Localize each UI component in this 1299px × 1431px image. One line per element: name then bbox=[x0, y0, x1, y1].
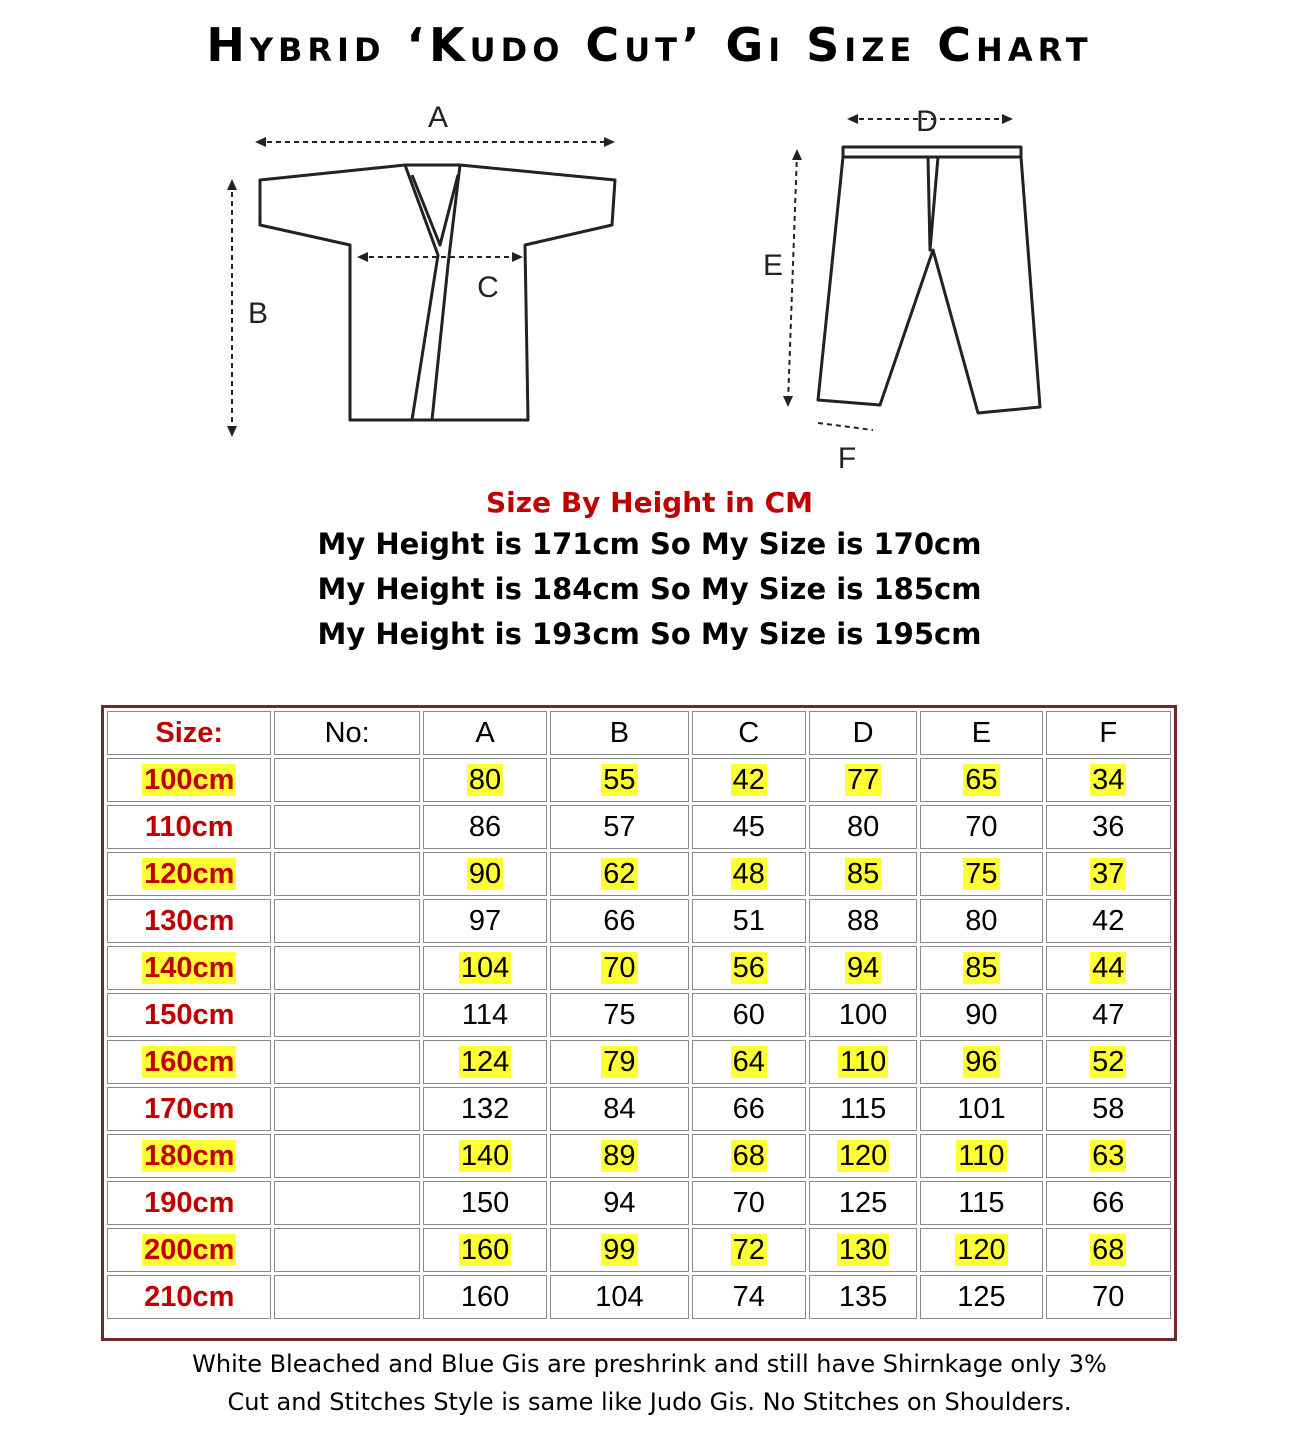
cell-value: 62 bbox=[603, 857, 636, 890]
cell-value: 160 bbox=[460, 1233, 510, 1266]
cell-value: 140 bbox=[460, 1139, 510, 1172]
table-cell bbox=[550, 805, 688, 849]
note-cut-style: Cut and Stitches Style is same like Judo Gis. No Stitches on Shoulders. bbox=[227, 1388, 1072, 1416]
table-cell bbox=[550, 852, 688, 896]
table-cell bbox=[107, 1087, 271, 1131]
table-cell bbox=[809, 1181, 917, 1225]
table-row bbox=[107, 1040, 1171, 1084]
cell-value: 150 bbox=[460, 1186, 510, 1219]
cell-value: 84 bbox=[603, 1092, 636, 1125]
cell-value: 94 bbox=[603, 1186, 636, 1219]
cell-value: 125 bbox=[957, 1280, 1006, 1313]
table-cell bbox=[920, 1087, 1042, 1131]
table-row bbox=[107, 758, 1171, 802]
height-guide bbox=[0, 484, 1299, 657]
cell-value: 72 bbox=[732, 1233, 765, 1266]
cell-value: 66 bbox=[1092, 1186, 1125, 1219]
table-row bbox=[107, 946, 1171, 990]
height-guide-title: Size By Height in CM bbox=[486, 486, 813, 519]
cell-value: 130cm bbox=[144, 904, 235, 937]
table-row bbox=[107, 852, 1171, 896]
table-cell bbox=[107, 805, 271, 849]
table-cell bbox=[107, 1275, 271, 1319]
table-cell bbox=[274, 1087, 419, 1131]
table-row bbox=[107, 805, 1171, 849]
column-header: No: bbox=[274, 711, 419, 755]
table-cell bbox=[423, 1087, 547, 1131]
cell-value: 68 bbox=[732, 1139, 765, 1172]
table-cell bbox=[692, 1228, 806, 1272]
table-cell bbox=[550, 1275, 688, 1319]
table-cell bbox=[809, 805, 917, 849]
table-cell bbox=[274, 946, 419, 990]
cell-value: 120 bbox=[838, 1139, 888, 1172]
cell-value: 85 bbox=[846, 857, 880, 890]
table-row bbox=[107, 899, 1171, 943]
table-row bbox=[107, 1087, 1171, 1131]
table-cell bbox=[1046, 1134, 1171, 1178]
table-cell bbox=[1046, 1228, 1171, 1272]
table-cell bbox=[107, 758, 271, 802]
cell-value: 77 bbox=[846, 763, 880, 796]
table-cell bbox=[107, 899, 271, 943]
table-cell bbox=[1046, 1040, 1171, 1084]
table-cell bbox=[107, 1134, 271, 1178]
table-cell bbox=[423, 899, 547, 943]
table-cell bbox=[423, 852, 547, 896]
table-cell bbox=[920, 1040, 1042, 1084]
page-title: Hybrid ‘Kudo Cut’ Gi Size Chart bbox=[206, 18, 1093, 72]
cell-value: 70 bbox=[1092, 1280, 1125, 1313]
cell-value: 56 bbox=[732, 951, 765, 984]
cell-value: 75 bbox=[965, 857, 998, 890]
cell-value: 79 bbox=[603, 1045, 636, 1078]
table-cell bbox=[692, 1134, 806, 1178]
table-cell bbox=[274, 899, 419, 943]
cell-value: 52 bbox=[1092, 1045, 1125, 1078]
cell-value: 51 bbox=[732, 904, 765, 937]
jacket-lapel-left bbox=[405, 165, 438, 420]
table-cell bbox=[423, 993, 547, 1037]
height-guide-line: My Height is 184cm So My Size is 185cm bbox=[317, 572, 982, 606]
label-e: E bbox=[762, 249, 784, 282]
table-cell bbox=[274, 993, 419, 1037]
cell-value: 110 bbox=[839, 1045, 887, 1078]
table-cell bbox=[692, 993, 806, 1037]
table-cell bbox=[1046, 852, 1171, 896]
table-cell bbox=[107, 852, 271, 896]
table-cell bbox=[423, 1275, 547, 1319]
table-cell bbox=[550, 1087, 688, 1131]
cell-value: 94 bbox=[846, 951, 880, 984]
table-cell bbox=[274, 1040, 419, 1084]
jacket-outline bbox=[260, 165, 615, 420]
table-cell bbox=[809, 946, 917, 990]
cell-value: 74 bbox=[732, 1280, 765, 1313]
table-cell bbox=[423, 946, 547, 990]
cell-value: 64 bbox=[732, 1045, 765, 1078]
cell-value: 80 bbox=[846, 810, 880, 843]
table-cell bbox=[423, 758, 547, 802]
gi-measurement-diagram bbox=[200, 95, 1100, 480]
cell-value: 97 bbox=[468, 904, 502, 937]
table-cell bbox=[107, 946, 271, 990]
table-cell bbox=[809, 899, 917, 943]
cell-value: 37 bbox=[1092, 857, 1125, 890]
table-row bbox=[107, 993, 1171, 1037]
table-cell bbox=[692, 1275, 806, 1319]
table-cell bbox=[423, 1040, 547, 1084]
cell-value: 160 bbox=[460, 1280, 510, 1313]
cell-value: 55 bbox=[603, 763, 636, 796]
size-chart-table bbox=[101, 705, 1177, 1341]
cell-value: 57 bbox=[603, 810, 636, 843]
table-cell bbox=[809, 1087, 917, 1131]
cell-value: 58 bbox=[1092, 1092, 1125, 1125]
table-cell bbox=[809, 1040, 917, 1084]
table-cell bbox=[274, 758, 419, 802]
table-row bbox=[107, 1134, 1171, 1178]
table-cell bbox=[920, 758, 1042, 802]
cell-value: 89 bbox=[603, 1139, 636, 1172]
cell-value: 70 bbox=[732, 1186, 765, 1219]
cell-value: 47 bbox=[1092, 998, 1125, 1031]
table-cell bbox=[423, 1228, 547, 1272]
note-shrinkage: White Bleached and Blue Gis are preshrink and still have Shirnkage only 3% bbox=[192, 1350, 1107, 1378]
cell-value: 45 bbox=[732, 810, 765, 843]
table-cell bbox=[692, 1181, 806, 1225]
table-cell bbox=[423, 805, 547, 849]
table-cell bbox=[809, 758, 917, 802]
cell-value: 115 bbox=[958, 1186, 1005, 1219]
cell-value: 120cm bbox=[144, 857, 235, 890]
pants-waistband bbox=[843, 147, 1021, 157]
column-header: Size: bbox=[107, 711, 271, 755]
cell-value: 63 bbox=[1092, 1139, 1125, 1172]
table-cell bbox=[550, 758, 688, 802]
table-cell bbox=[920, 946, 1042, 990]
cell-value: 210cm bbox=[144, 1280, 235, 1313]
cell-value: 42 bbox=[732, 763, 765, 796]
cell-value: 110cm bbox=[144, 810, 234, 843]
cell-value: 80 bbox=[965, 904, 998, 937]
cell-value: 34 bbox=[1092, 763, 1125, 796]
table-cell bbox=[1046, 946, 1171, 990]
cell-value: 104 bbox=[595, 1280, 644, 1313]
table-cell bbox=[107, 1181, 271, 1225]
table-cell bbox=[692, 758, 806, 802]
label-c: C bbox=[477, 271, 499, 304]
cell-value: 48 bbox=[732, 857, 765, 890]
jacket-lapel-right bbox=[432, 165, 460, 420]
cell-value: 86 bbox=[468, 810, 502, 843]
cell-value: 101 bbox=[957, 1092, 1006, 1125]
table-cell bbox=[423, 1134, 547, 1178]
cell-value: 100 bbox=[838, 998, 888, 1031]
table-cell bbox=[920, 1181, 1042, 1225]
table-cell bbox=[1046, 993, 1171, 1037]
table-cell bbox=[692, 852, 806, 896]
table-cell bbox=[550, 1040, 688, 1084]
table-cell bbox=[920, 1228, 1042, 1272]
height-guide-line: My Height is 193cm So My Size is 195cm bbox=[317, 617, 982, 651]
label-b: B bbox=[247, 297, 269, 330]
cell-value: 96 bbox=[965, 1045, 998, 1078]
table-cell bbox=[550, 1181, 688, 1225]
table-row bbox=[107, 1228, 1171, 1272]
column-header: A bbox=[423, 711, 547, 755]
label-f: F bbox=[837, 442, 857, 475]
table-cell bbox=[423, 1181, 547, 1225]
cell-value: 80 bbox=[468, 763, 502, 796]
column-header: D bbox=[809, 711, 917, 755]
table-row bbox=[107, 1275, 1171, 1319]
cell-value: 170cm bbox=[144, 1092, 235, 1125]
cell-value: 90 bbox=[468, 857, 502, 890]
table-cell bbox=[274, 1275, 419, 1319]
table-cell bbox=[1046, 758, 1171, 802]
table-cell bbox=[274, 805, 419, 849]
table-cell bbox=[274, 1181, 419, 1225]
table-cell bbox=[920, 852, 1042, 896]
label-a: A bbox=[427, 101, 449, 134]
table-cell bbox=[809, 993, 917, 1037]
column-header: E bbox=[920, 711, 1042, 755]
column-header: B bbox=[550, 711, 688, 755]
cell-value: 140cm bbox=[144, 951, 235, 984]
table-cell bbox=[107, 1228, 271, 1272]
table-cell bbox=[692, 805, 806, 849]
label-d: D bbox=[916, 105, 938, 138]
cell-value: 150cm bbox=[144, 998, 235, 1031]
table-cell bbox=[692, 1040, 806, 1084]
cell-value: 120 bbox=[957, 1233, 1006, 1266]
column-header: F bbox=[1046, 711, 1171, 755]
cell-value: 70 bbox=[965, 810, 998, 843]
table-cell bbox=[107, 993, 271, 1037]
table-cell bbox=[550, 899, 688, 943]
table-cell bbox=[809, 1228, 917, 1272]
cell-value: 124 bbox=[460, 1045, 510, 1078]
cell-value: 85 bbox=[965, 951, 998, 984]
table-cell bbox=[274, 1228, 419, 1272]
cell-value: 104 bbox=[460, 951, 510, 984]
cell-value: 100cm bbox=[144, 763, 235, 796]
cell-value: 125 bbox=[838, 1186, 888, 1219]
table-row bbox=[107, 1181, 1171, 1225]
table-cell bbox=[692, 1087, 806, 1131]
table-cell bbox=[1046, 1275, 1171, 1319]
cell-value: 180cm bbox=[144, 1139, 235, 1172]
column-header: C bbox=[692, 711, 806, 755]
cell-value: 160cm bbox=[144, 1045, 235, 1078]
cell-value: 75 bbox=[603, 998, 636, 1031]
table-cell bbox=[692, 899, 806, 943]
cell-value: 90 bbox=[965, 998, 998, 1031]
table-cell bbox=[274, 1134, 419, 1178]
cell-value: 130 bbox=[838, 1233, 888, 1266]
cell-value: 65 bbox=[965, 763, 998, 796]
table-cell bbox=[920, 805, 1042, 849]
table-cell bbox=[107, 1040, 271, 1084]
cell-value: 88 bbox=[846, 904, 880, 937]
table-cell bbox=[274, 852, 419, 896]
table-cell bbox=[550, 993, 688, 1037]
cell-value: 36 bbox=[1092, 810, 1125, 843]
cell-value: 132 bbox=[460, 1092, 510, 1125]
table-cell bbox=[809, 1134, 917, 1178]
table-cell bbox=[920, 1134, 1042, 1178]
table-cell bbox=[1046, 1087, 1171, 1131]
table-cell bbox=[550, 1228, 688, 1272]
cell-value: 66 bbox=[603, 904, 636, 937]
cell-value: 115 bbox=[839, 1092, 887, 1125]
cell-value: 44 bbox=[1092, 951, 1125, 984]
cell-value: 70 bbox=[603, 951, 636, 984]
cell-value: 110 bbox=[958, 1139, 1005, 1172]
table-cell bbox=[550, 946, 688, 990]
cell-value: 42 bbox=[1092, 904, 1125, 937]
cell-value: 200cm bbox=[144, 1233, 235, 1266]
table-cell bbox=[1046, 805, 1171, 849]
table-cell bbox=[1046, 899, 1171, 943]
table-header-row bbox=[107, 711, 1171, 755]
table-cell bbox=[920, 899, 1042, 943]
cell-value: 190cm bbox=[144, 1186, 235, 1219]
height-guide-line: My Height is 171cm So My Size is 170cm bbox=[317, 527, 982, 561]
cell-value: 99 bbox=[603, 1233, 636, 1266]
cell-value: 135 bbox=[838, 1280, 888, 1313]
table-cell bbox=[920, 1275, 1042, 1319]
table-cell bbox=[920, 993, 1042, 1037]
cell-value: 114 bbox=[461, 998, 509, 1031]
table-cell bbox=[809, 852, 917, 896]
cell-value: 66 bbox=[732, 1092, 765, 1125]
cell-value: 68 bbox=[1092, 1233, 1125, 1266]
table-cell bbox=[809, 1275, 917, 1319]
cell-value: 60 bbox=[732, 998, 765, 1031]
table-cell bbox=[692, 946, 806, 990]
table-cell bbox=[550, 1134, 688, 1178]
table-cell bbox=[1046, 1181, 1171, 1225]
